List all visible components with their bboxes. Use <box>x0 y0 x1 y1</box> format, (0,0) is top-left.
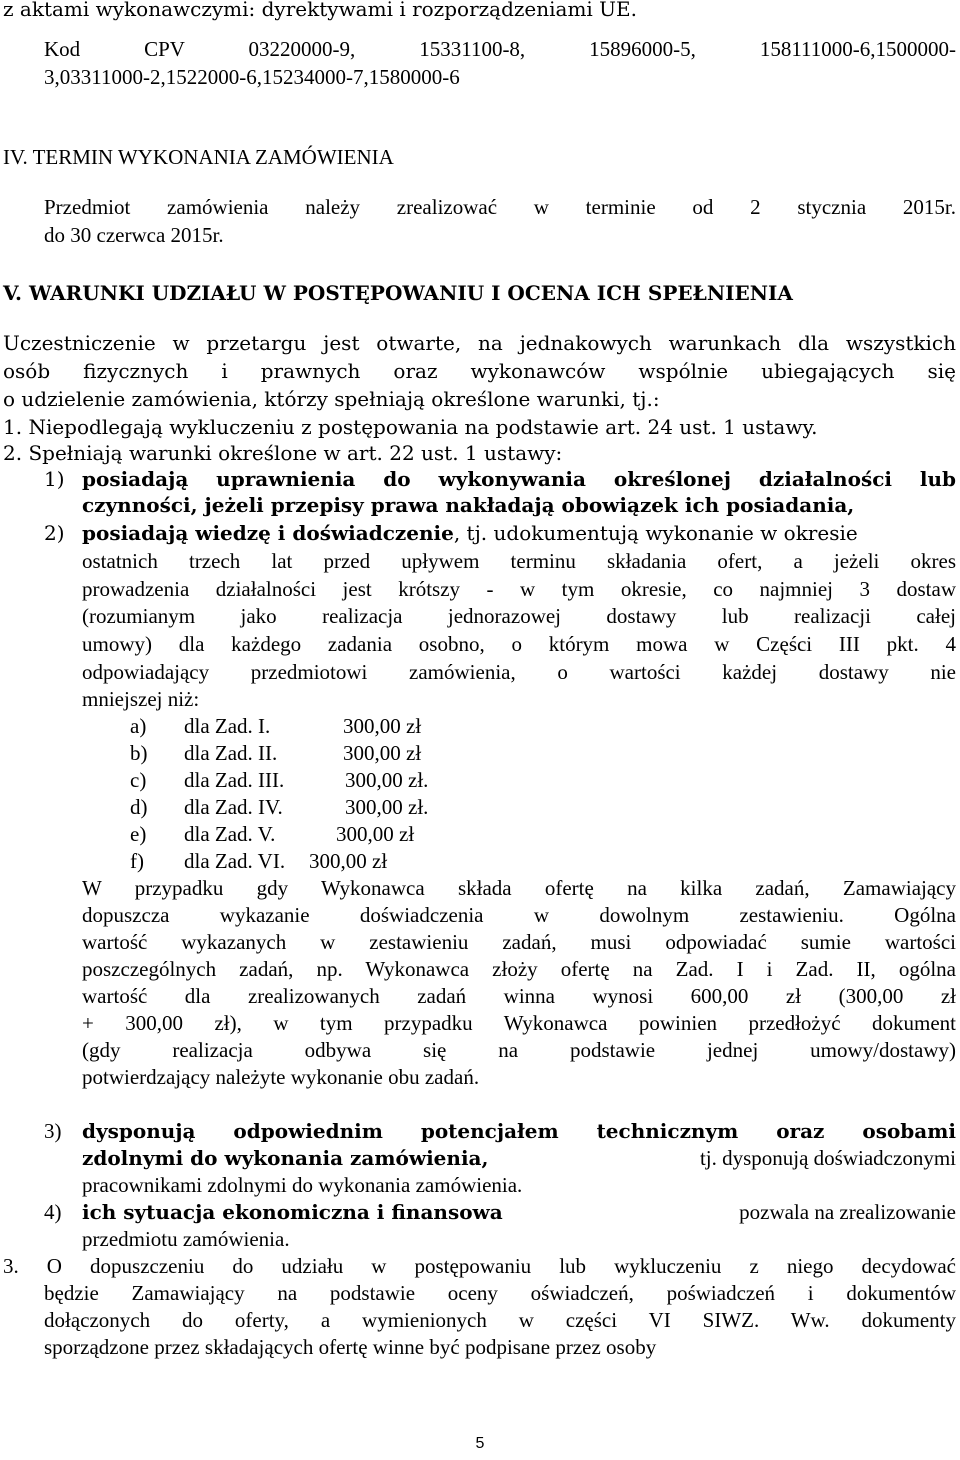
paragraph-line: sporządzone przez składających ofertę winne być podpisane przez osoby <box>44 1335 657 1359</box>
task-name: dla Zad. II. <box>184 741 278 765</box>
sub-item-1-text: posiadają uprawnienia do wykonywania określonej działalności lub <box>82 467 956 491</box>
sub-item-2-bold: posiadają wiedzę i doświadczenie <box>82 521 454 545</box>
sub-item-4-rest: pozwala na zrealizowanie <box>739 1200 956 1224</box>
paragraph-line: poszczególnych zadań, np. Wykonawca złoży ofertę na Zad. I i Zad. II, ogólna <box>82 957 956 981</box>
sub-item-number: 4) <box>44 1200 62 1224</box>
sub-item-number: 2) <box>44 521 65 545</box>
paragraph-line: Przedmiot zamówienia należy zrealizować w terminie od 2 stycznia 2015r. <box>44 195 956 219</box>
paragraph-line: wartość dla zrealizowanych zadań winna wynosi 600,00 zł (300,00 zł <box>82 984 956 1008</box>
paragraph-line: umowy) dla każdego zadania osobno, o którym mowa w Części III pkt. 4 <box>82 632 956 656</box>
paragraph-line: osób fizycznych i prawnych oraz wykonawców wspólnie ubiegających się <box>3 359 956 383</box>
page-number: 5 <box>475 1435 485 1452</box>
sub-item-2-rest: , tj. udokumentują wykonanie w okresie <box>453 521 858 545</box>
paragraph-line: pracownikami zdolnymi do wykonania zamówienia. <box>82 1173 523 1197</box>
paragraph-line: będzie Zamawiający na podstawie oceny oświadczeń, poświadczeń i dokumentów <box>44 1281 956 1305</box>
sub-item-4-bold: ich sytuacja ekonomiczna i finansowa <box>82 1200 503 1224</box>
task-letter: d) <box>130 795 148 819</box>
paragraph-line: ostatnich trzech lat przed upływem terminu składania ofert, a jeżeli okres <box>82 549 956 573</box>
text-line: z aktami wykonawczymi: dyrektywami i rozporządzeniami UE. <box>3 0 637 21</box>
numbered-item-1: 1. Niepodlegają wykluczeniu z postępowania na podstawie art. 24 ust. 1 ustawy. <box>3 415 818 439</box>
task-amount: 300,00 zł <box>309 849 388 873</box>
task-amount: 300,00 zł. <box>345 795 429 819</box>
paragraph-line: prowadzenia działalności jest krótszy - w tym okresie, co najmniej 3 dostaw <box>82 577 956 601</box>
paragraph-line: dopuszcza wykazanie doświadczenia w dowolnym zestawieniu. Ogólna <box>82 903 956 927</box>
sub-item-3-rest: tj. dysponują doświadczonymi <box>699 1146 956 1170</box>
task-name: dla Zad. I. <box>184 714 271 738</box>
paragraph-line: do 30 czerwca 2015r. <box>44 223 224 247</box>
numbered-item-2: 2. Spełniają warunki określone w art. 22 ust. 1 ustawy: <box>3 441 563 465</box>
sub-item-3-text: dysponują odpowiednim potencjałem technicznym oraz osobami <box>82 1119 956 1143</box>
sub-item-number: 1) <box>44 467 65 491</box>
task-letter: f) <box>130 849 144 873</box>
task-name: dla Zad. VI. <box>184 849 286 873</box>
paragraph-line: (gdy realizacja odbywa się na podstawie jednej umowy/dostawy) <box>82 1038 956 1062</box>
section-iv-heading: IV. TERMIN WYKONANIA ZAMÓWIENIA <box>3 145 394 169</box>
task-amount: 300,00 zł. <box>345 768 429 792</box>
task-letter: e) <box>130 822 147 846</box>
task-name: dla Zad. V. <box>184 822 276 846</box>
paragraph-line: przedmiotu zamówienia. <box>82 1227 290 1251</box>
sub-item-4-first-line <box>82 1199 956 1225</box>
paragraph-line: W przypadku gdy Wykonawca składa ofertę na kilka zadań, Zamawiający <box>82 876 956 900</box>
cpv-codes-line: 3,03311000-2,1522000-6,15234000-7,1580000-6 <box>44 65 460 89</box>
numbered-item-3: 3. O dopuszczeniu do udziału w postępowaniu lub wykluczeniu z niego decydować <box>3 1254 956 1278</box>
task-amount: 300,00 zł <box>343 741 422 765</box>
task-name: dla Zad. III. <box>184 768 285 792</box>
paragraph-line: wartość wykazanych w zestawieniu zadań, musi odpowiadać sumie wartości <box>82 930 956 954</box>
task-letter: b) <box>130 741 148 765</box>
task-letter: c) <box>130 768 147 792</box>
task-letter: a) <box>130 714 147 738</box>
paragraph-line: dołączonych do oferty, a wymienionych w części VI SIWZ. Ww. dokumenty <box>44 1308 956 1332</box>
section-v-heading: V. WARUNKI UDZIAŁU W POSTĘPOWANIU I OCENA ICH SPEŁNIENIA <box>3 281 793 305</box>
task-amount: 300,00 zł <box>336 822 415 846</box>
cpv-codes-line: Kod CPV 03220000-9, 15331100-8, 15896000-5, 158111000-6,1500000- <box>44 37 956 61</box>
paragraph-line: (rozumianym jako realizacja jednorazowej dostawy lub realizacji całej <box>82 604 956 628</box>
sub-item-number: 3) <box>44 1119 62 1143</box>
paragraph-line: odpowiadający przedmiotowi zamówienia, o wartości każdej dostawy nie <box>82 660 956 684</box>
paragraph-line: + 300,00 zł), w tym przypadku Wykonawca powinien przedłożyć dokument <box>82 1011 956 1035</box>
sub-item-2-first-line <box>82 520 956 546</box>
paragraph-line: o udzielenie zamówienia, którzy spełniają określone warunki, tj.: <box>3 387 660 411</box>
task-name: dla Zad. IV. <box>184 795 283 819</box>
sub-item-3-second-line <box>82 1145 956 1171</box>
task-amount: 300,00 zł <box>343 714 422 738</box>
sub-item-3-bold: zdolnymi do wykonania zamówienia, <box>82 1146 489 1170</box>
sub-item-1-text: czynności, jeżeli przepisy prawa nakładają obowiązek ich posiadania, <box>82 493 855 517</box>
paragraph-line: potwierdzający należyte wykonanie obu zadań. <box>82 1065 480 1089</box>
paragraph-line: Uczestniczenie w przetargu jest otwarte, na jednakowych warunkach dla wszystkich <box>3 331 956 355</box>
paragraph-line: mniejszej niż: <box>82 687 200 711</box>
